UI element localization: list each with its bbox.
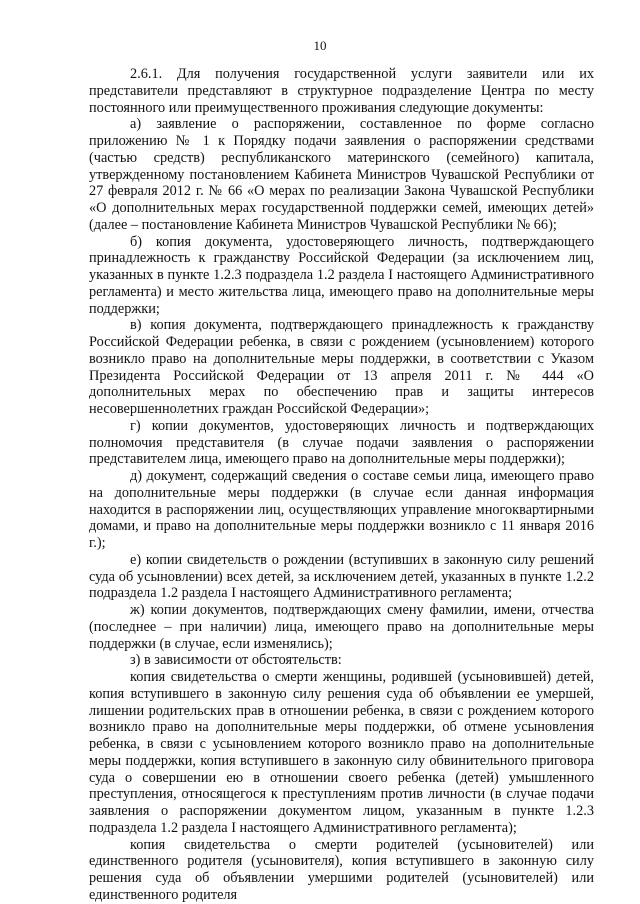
paragraph-z-circumstances: з) в зависимости от обстоятельств:: [130, 652, 342, 669]
paragraph-g-representative-documents: г) копии документов, удостоверяющих личность и подтверждающих полномочия представителя (в случае подачи заявления о распоряжении представителем лица, имеющего право на дополнительные меры поддержки);: [89, 417, 594, 468]
paragraph-zh-name-change: ж) копии документов, подтверждающих смену фамилии, имени, отчества (последнее – при наличии) лица, имеющего право на дополнительные меры поддержки (в случае, если изменялись);: [89, 602, 594, 652]
paragraph-death-certificate-parents: копия свидетельства о смерти родителей (усыновителей) или единственного родителя (усыновителя), копия вступившего в законную силу решения суда об объявлении умершими родителей (усыновителей) или единственного родителя: [89, 836, 594, 903]
document-body: [89, 66, 594, 904]
paragraph-b-identity-document: б) копия документа, удостоверяющего личность, подтверждающего принадлежность к гражданству Российской Федерации (за исключением лиц, указанных в пункте 1.2.3 подраздела 1.2 раздела I настоящего Административного регламента) и место жительства лица, имеющего право на дополнительные меры поддержки;: [89, 233, 594, 317]
paragraph-d-family-composition: д) документ, содержащий сведения о составе семьи лица, имеющего право на дополнительные меры поддержки (в случае если данная информация находится в распоряжении лиц, осуществляющих управление многоквартирными домами, и право на дополнительные меры поддержки возникло с 11 января 2016 г.);: [89, 468, 594, 551]
paragraph-2-6-1: 2.6.1. Для получения государственной услуги заявители или их представители представляют в структурное подразделение Центра по месту постоянного или преимущественного проживания следующие документы:: [89, 66, 594, 116]
paragraph-death-certificate-woman: копия свидетельства о смерти женщины, родившей (усыновившей) детей, копия вступившего в законную силу решения суда об объявлении ее умершей, лишении родительских прав в отношении ребенка, в связи с рождением которого возникло право на дополнительные меры поддержки, об отмене усыновления ребенка, в связи с усыновлением которого возникло право на дополнительные меры поддержки, копия вступившего в законную силу обвинительного приговора суда о совершении ею в отношении своего ребенка (детей) умышленного преступления, относящегося к преступлениям против личности (в случае подачи заявления о распоряжении документом лицом, указанным в пункте 1.2.3 подраздела 1.2 раздела I настоящего Административного регламента);: [89, 669, 594, 836]
paragraph-a-application: а) заявление о распоряжении, составленное по форме согласно приложению № 1 к Порядку подачи заявления о распоряжении средствами (частью средств) республиканского материнского (семейного) капитала, утвержденному постановлением Кабинета Министров Чувашской Республики от 27 февраля 2012 г. № 66 «О мерах по реализации Закона Чувашской Республики «О дополнительных мерах государственной поддержки семей, имеющих детей» (далее – постановление Кабинета Министров Чувашской Республики № 66);: [89, 116, 594, 233]
page-number: 10: [313, 38, 327, 53]
paragraph-v-child-citizenship: в) копия документа, подтверждающего принадлежность к гражданству Российской Федерации ребенка, в связи с рождением (усыновлением) которого возникло право на дополнительные меры поддержки, в соответствии с Указом Президента Российской Федерации от 13 апреля 2011 г. № 444 «О дополнительных мерах по обеспечению прав и защиты интересов несовершеннолетних граждан Российской Федерации»;: [89, 317, 594, 417]
paragraph-e-birth-certificates: е) копии свидетельств о рождении (вступивших в законную силу решений суда об усыновлении) всех детей, за исключением детей, указанных в пункте 1.2.2 подраздела 1.2 раздела I настоящего Административного регламента;: [89, 551, 594, 602]
